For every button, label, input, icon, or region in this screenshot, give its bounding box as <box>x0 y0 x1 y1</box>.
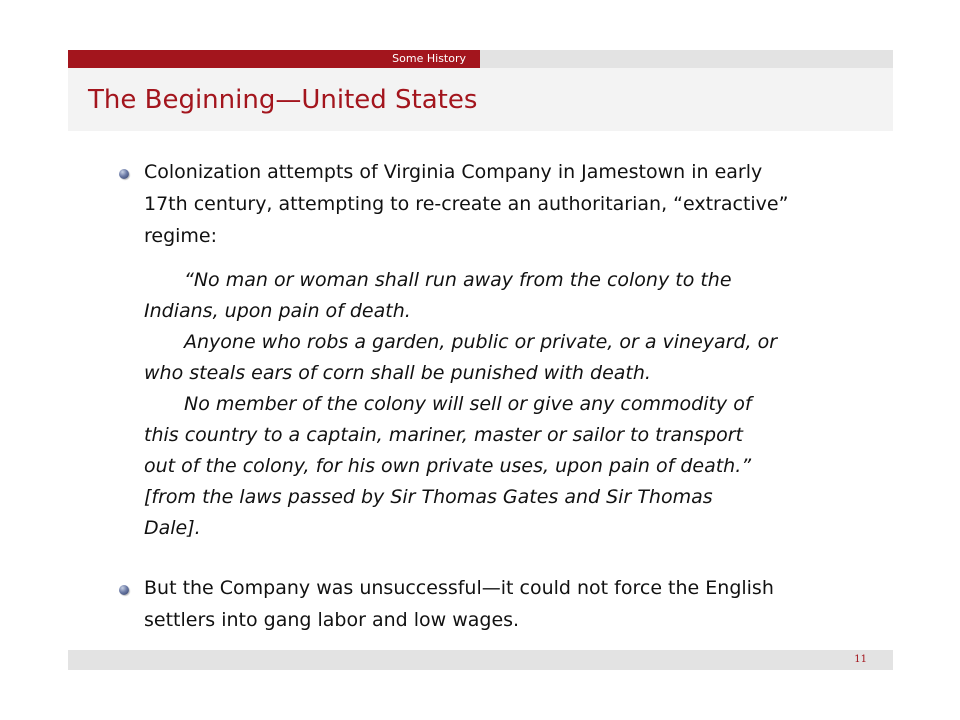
ball-bullet-icon <box>119 585 129 595</box>
bullet-line: settlers into gang labor and low wages. <box>144 609 520 631</box>
quote-line: who steals ears of corn shall be punished with death. <box>144 362 651 384</box>
quote-line: Indians, upon pain of death. <box>144 300 411 322</box>
bullet-line: Colonization attempts of Virginia Company in Jamestown in early <box>144 161 763 183</box>
quote-paragraph <box>144 327 844 389</box>
page-number: 11 <box>854 654 867 665</box>
block-quote <box>144 265 844 544</box>
bullet-line: regime: <box>144 225 218 247</box>
quote-line: Anyone who robs a garden, public or private, or a vineyard, or <box>184 331 778 353</box>
quote-line: “No man or woman shall run away from the colony to the <box>184 269 732 291</box>
section-tab: Some History <box>68 50 480 68</box>
slide <box>68 50 893 670</box>
quote-line: out of the colony, for his own private uses, upon pain of death.” <box>144 455 752 477</box>
title-band <box>68 68 893 131</box>
quote-line: this country to a captain, mariner, master or sailor to transport <box>144 424 743 446</box>
quote-line: Dale]. <box>144 517 201 539</box>
quote-paragraph <box>144 265 844 327</box>
bullet-line: 17th century, attempting to re-create an authoritarian, “extractive” <box>144 193 789 215</box>
ball-bullet-icon <box>119 169 129 179</box>
quote-line: No member of the colony will sell or give any commodity of <box>184 393 752 415</box>
bullet-item-unsuccessful <box>144 572 854 636</box>
bullet-line: But the Company was unsuccessful—it could not force the English <box>144 577 774 599</box>
footer-bar <box>68 650 893 670</box>
slide-title: The Beginning—United States <box>88 85 478 115</box>
header-bar <box>68 50 893 68</box>
bullet-item-colonization <box>144 156 854 252</box>
quote-line: [from the laws passed by Sir Thomas Gates and Sir Thomas <box>144 486 713 508</box>
quote-paragraph <box>144 389 844 544</box>
